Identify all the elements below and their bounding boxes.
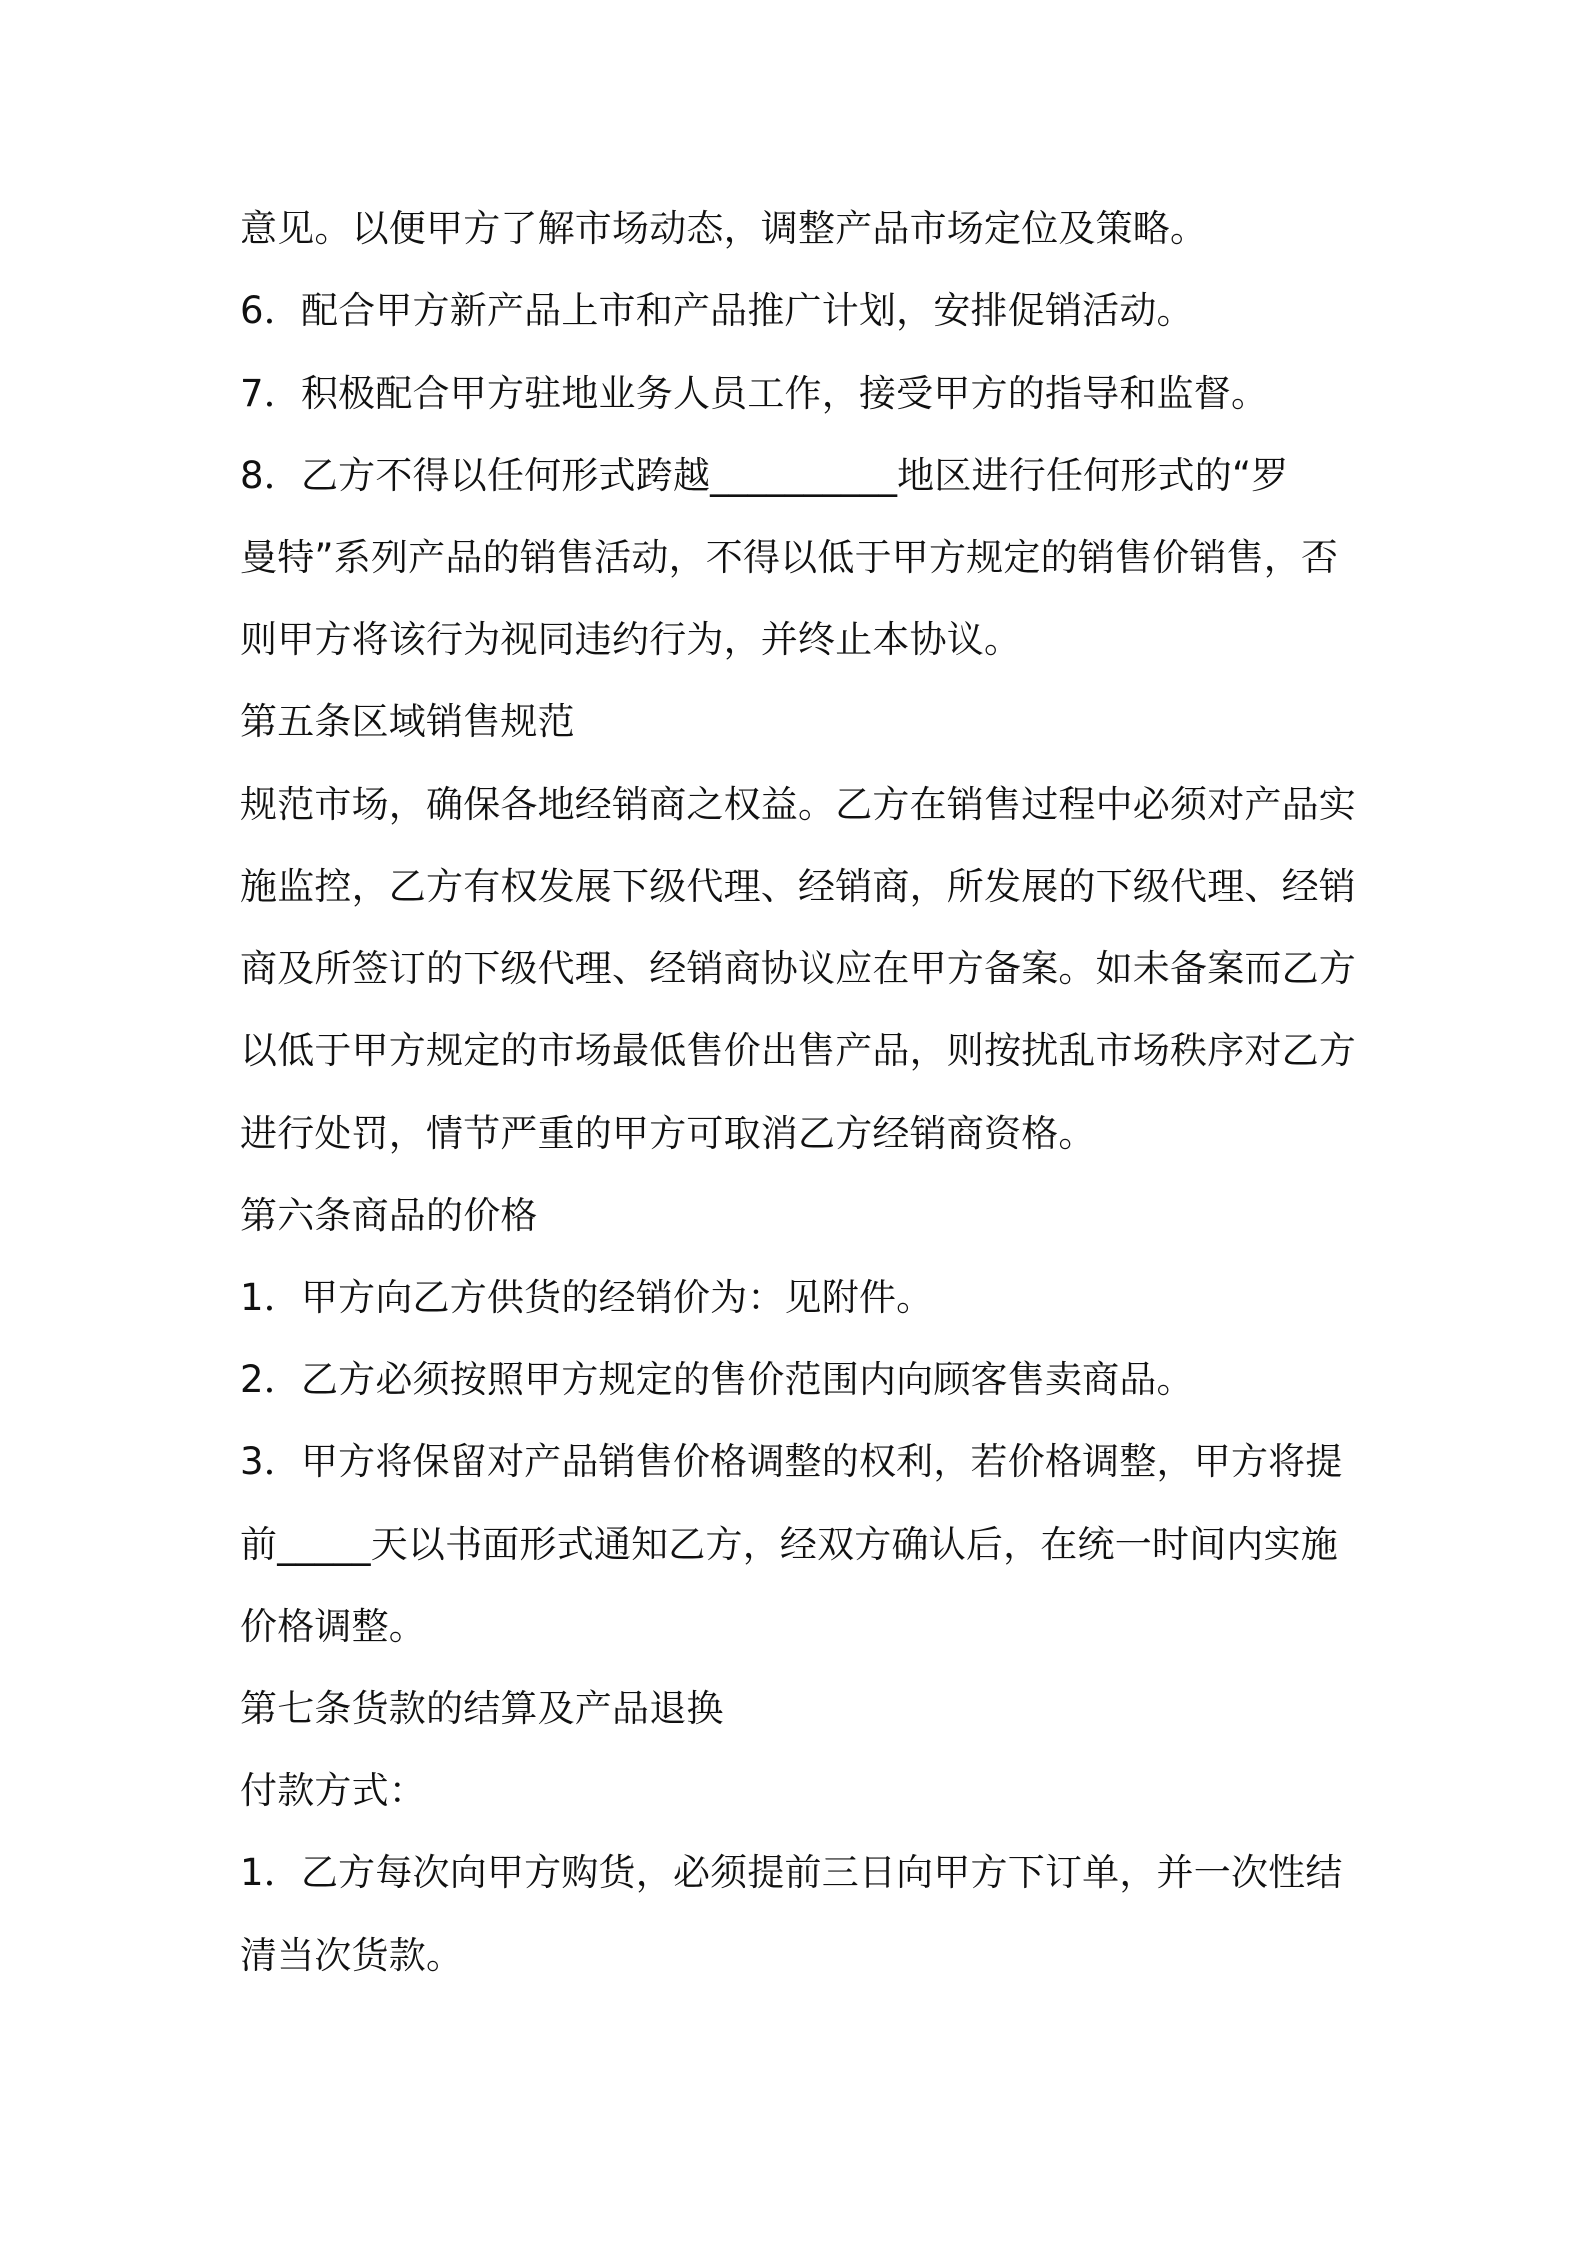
list-item-8: 8．乙方不得以任何形式跨越__________地区进行任何形式的“罗 — [240, 454, 1289, 497]
text-line: 进行处罚，情节严重的甲方可取消乙方经销商资格。 — [240, 1112, 1096, 1155]
section-heading-7: 第七条货款的结算及产品退换 — [240, 1687, 724, 1730]
text-line: 意见。以便甲方了解市场动态，调整产品市场定位及策略。 — [240, 207, 1208, 250]
text-line: 则甲方将该行为视同违约行为，并终止本协议。 — [240, 618, 1022, 661]
text-line: 施监控，乙方有权发展下级代理、经销商，所发展的下级代理、经销 — [240, 865, 1356, 908]
section-heading-6: 第六条商品的价格 — [240, 1194, 538, 1237]
payment-method-label: 付款方式： — [240, 1769, 426, 1812]
text-line: 前_____天以书面形式通知乙方，经双方确认后，在统一时间内实施 — [240, 1523, 1338, 1566]
text-line: 价格调整。 — [240, 1605, 426, 1648]
list-item-1: 1．乙方每次向甲方购货，必须提前三日向甲方下订单，并一次性结 — [240, 1851, 1343, 1894]
list-item-1: 1．甲方向乙方供货的经销价为：见附件。 — [240, 1276, 934, 1319]
text-line: 曼特”系列产品的销售活动，不得以低于甲方规定的销售价销售，否 — [240, 536, 1339, 579]
text-line: 以低于甲方规定的市场最低售价出售产品，则按扰乱市场秩序对乙方 — [240, 1029, 1356, 1072]
section-heading-5: 第五条区域销售规范 — [240, 700, 575, 743]
list-item-7: 7．积极配合甲方驻地业务人员工作，接受甲方的指导和监督。 — [240, 372, 1269, 415]
text-line: 商及所签订的下级代理、经销商协议应在甲方备案。如未备案而乙方 — [240, 947, 1356, 990]
list-item-2: 2．乙方必须按照甲方规定的售价范围内向顾客售卖商品。 — [240, 1358, 1194, 1401]
list-item-6: 6．配合甲方新产品上市和产品推广计划，安排促销活动。 — [240, 289, 1194, 332]
text-line: 清当次货款。 — [240, 1934, 464, 1977]
text-line: 规范市场，确保各地经销商之权益。乙方在销售过程中必须对产品实 — [240, 783, 1356, 826]
list-item-3: 3．甲方将保留对产品销售价格调整的权利，若价格调整，甲方将提 — [240, 1440, 1343, 1483]
